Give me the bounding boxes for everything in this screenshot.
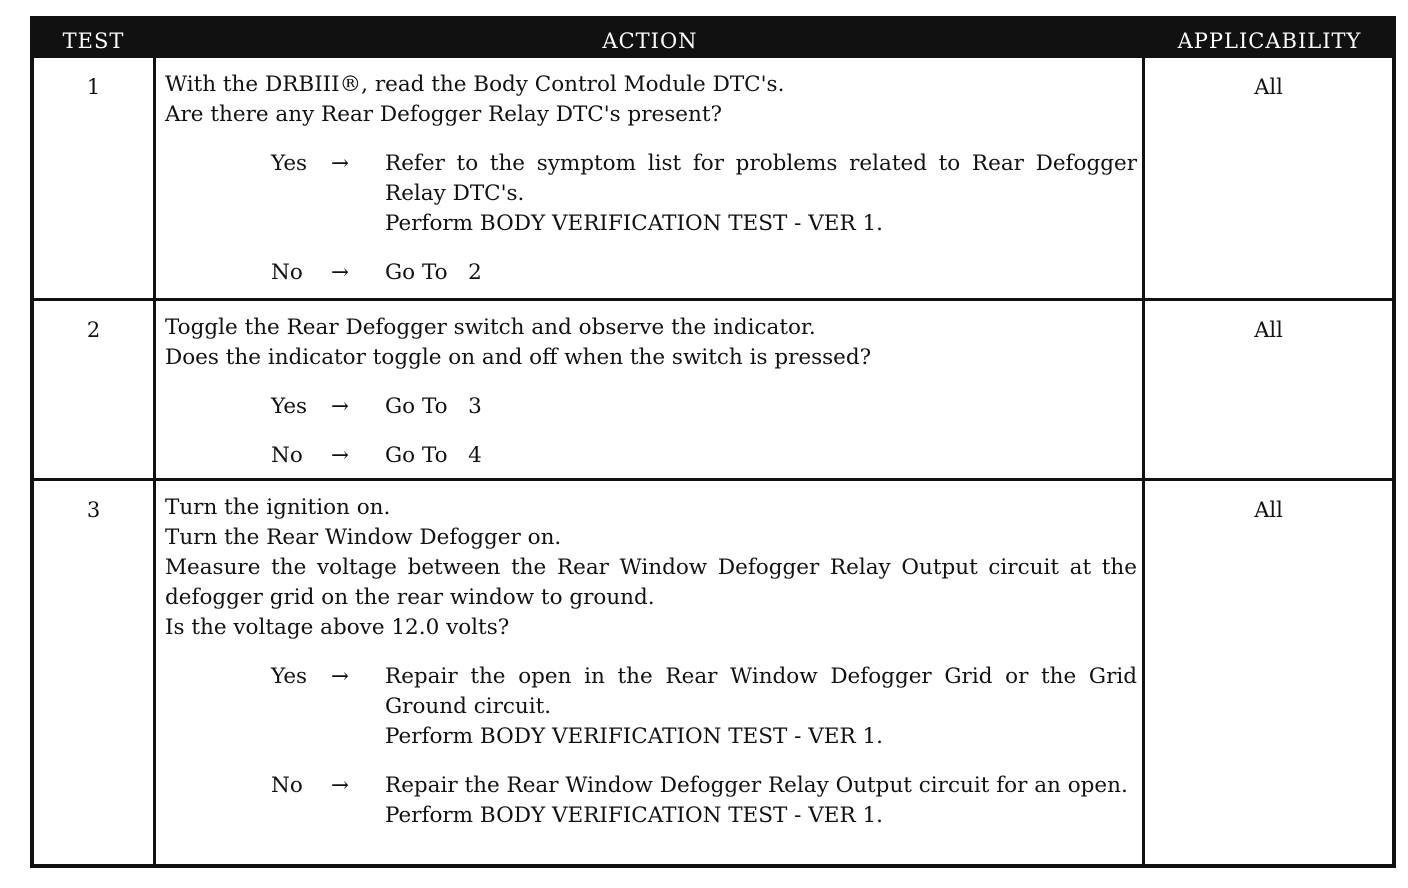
action-line: Turn the Rear Window Defogger on. <box>165 525 562 550</box>
result-line: Go To 3 <box>385 394 482 419</box>
diagnostic-test-table <box>30 16 1396 868</box>
action-line: With the DRBIII®, read the Body Control Module DTC's. <box>165 72 785 97</box>
arrow-icon: → <box>331 260 350 285</box>
no-option <box>165 771 1137 831</box>
yes-label: Yes <box>271 664 308 689</box>
action-cell <box>165 493 1137 831</box>
test-number: 3 <box>86 498 101 522</box>
result-line: Go To 2 <box>385 260 482 285</box>
result-line: Go To 4 <box>385 443 482 468</box>
action-cell <box>165 70 1137 288</box>
action-line: Turn the ignition on. <box>165 495 391 520</box>
applicability-cell: All <box>1254 75 1283 99</box>
result-line: Repair the Rear Window Defogger Relay Output circuit for an open. <box>385 773 1128 798</box>
action-line: Is the voltage above 12.0 volts? <box>165 615 510 640</box>
yes-option <box>165 149 1137 239</box>
yes-option <box>165 662 1137 752</box>
table-header <box>34 20 1392 58</box>
applicability-cell: All <box>1254 498 1283 522</box>
no-option <box>165 258 1137 288</box>
result-line: Perform BODY VERIFICATION TEST - VER 1. <box>385 211 884 236</box>
header-action: ACTION <box>602 29 698 53</box>
action-line: Are there any Rear Defogger Relay DTC's present? <box>165 102 723 127</box>
table-row <box>34 301 1392 477</box>
table-row <box>34 481 1392 864</box>
action-line: Measure the voltage between the Rear Window Defogger Relay Output circuit at the defogger grid on the rear window to ground. <box>165 555 1137 610</box>
test-number: 2 <box>86 318 101 342</box>
header-test: TEST <box>62 29 125 53</box>
result-line: Refer to the symptom list for problems related to Rear Defogger Relay DTC's. <box>385 151 1137 206</box>
result-line: Perform BODY VERIFICATION TEST - VER 1. <box>385 803 884 828</box>
result-line: Perform BODY VERIFICATION TEST - VER 1. <box>385 724 884 749</box>
yes-label: Yes <box>271 394 308 419</box>
table-row <box>34 58 1392 298</box>
action-line: Toggle the Rear Defogger switch and observe the indicator. <box>165 315 816 340</box>
action-line: Does the indicator toggle on and off when the switch is pressed? <box>165 345 872 370</box>
no-label: No <box>271 773 303 798</box>
no-label: No <box>271 443 303 468</box>
arrow-icon: → <box>331 443 350 468</box>
test-number: 1 <box>86 75 101 99</box>
no-label: No <box>271 260 303 285</box>
yes-option <box>165 392 1137 422</box>
yes-label: Yes <box>271 151 308 176</box>
result-line: Repair the open in the Rear Window Defogger Grid or the Grid Ground circuit. <box>385 664 1137 719</box>
action-cell <box>165 313 1137 471</box>
arrow-icon: → <box>331 151 350 176</box>
arrow-icon: → <box>331 773 350 798</box>
arrow-icon: → <box>331 394 350 419</box>
no-option <box>165 441 1137 471</box>
header-applicability: APPLICABILITY <box>1177 29 1362 53</box>
applicability-cell: All <box>1254 318 1283 342</box>
arrow-icon: → <box>331 664 350 689</box>
